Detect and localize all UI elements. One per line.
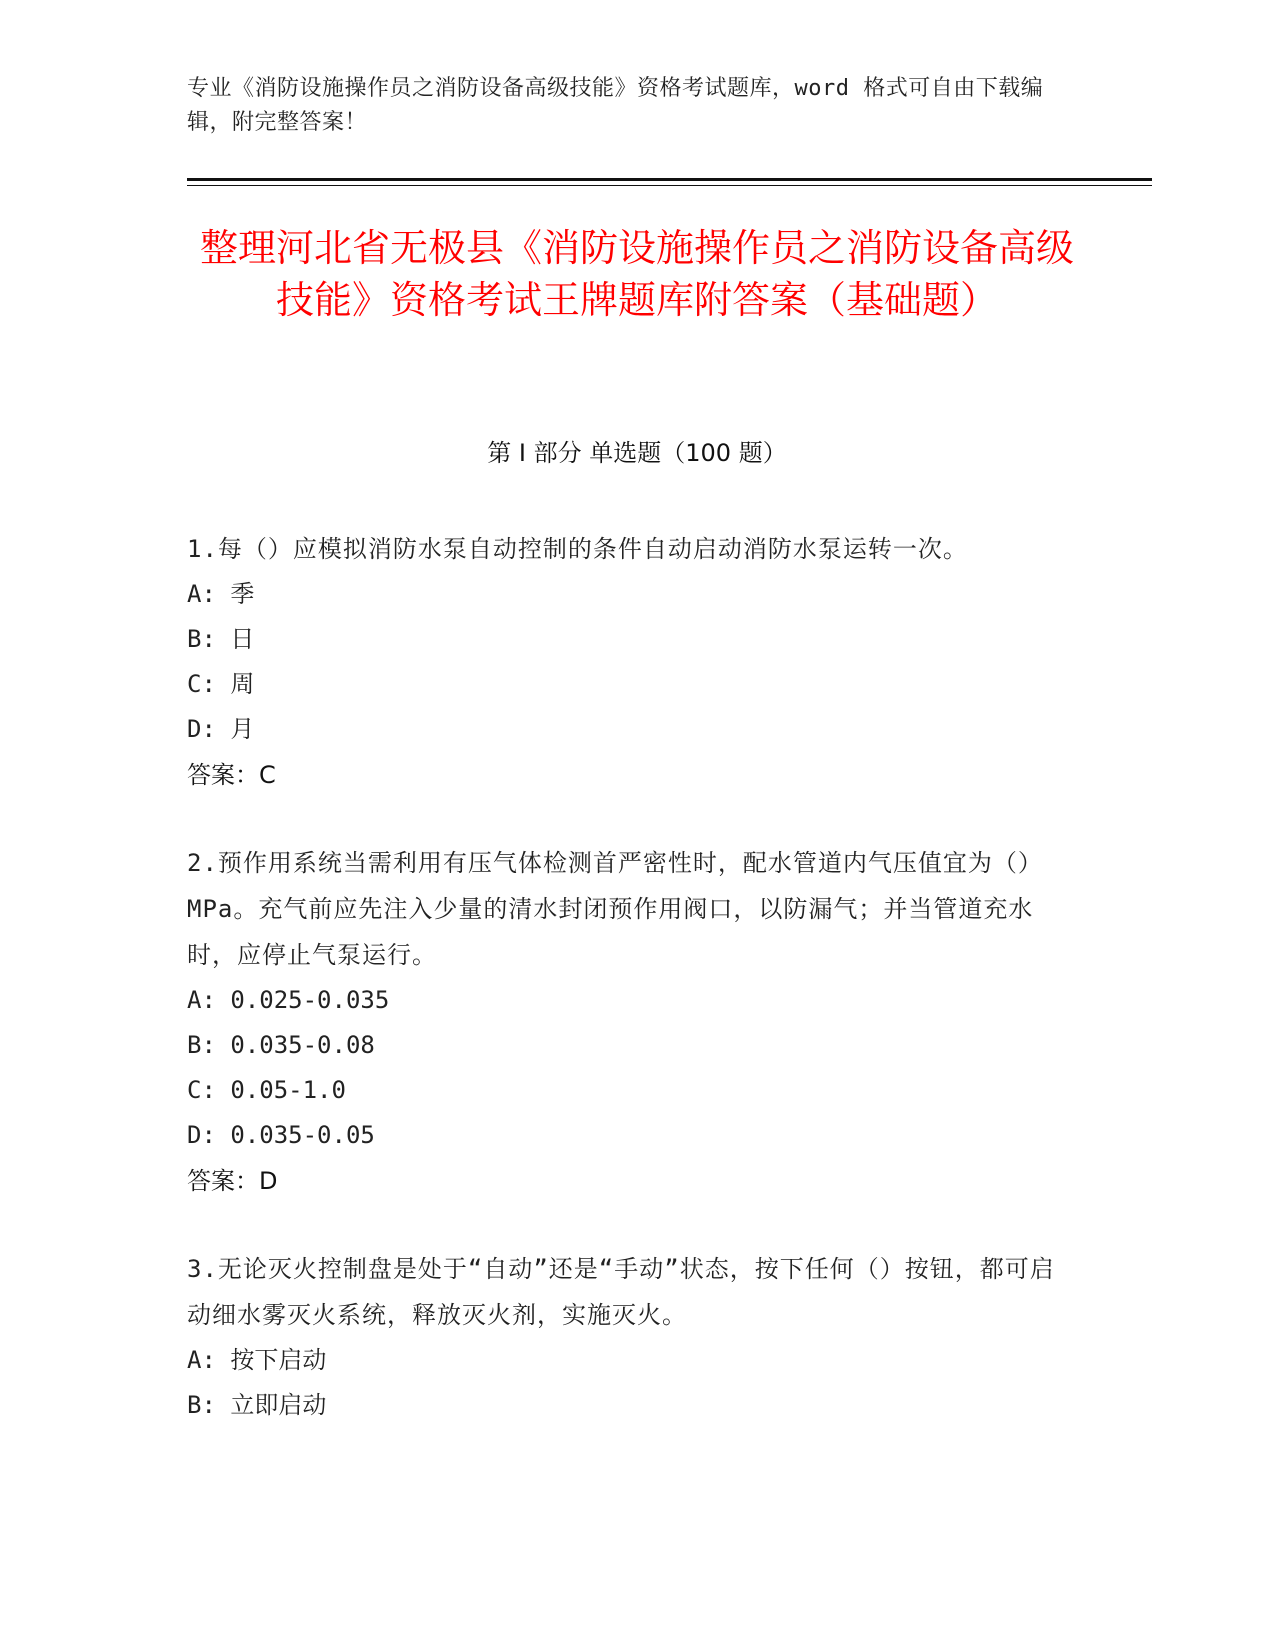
question-stem: 2.预作用系统当需利用有压气体检测首严密性时，配水管道内气压值宜为（）MPa。充气前应先注入少量的清水封闭预作用阀口，以防漏气；并当管道充水时，应停止气泵运行。 [187, 849, 1043, 969]
answer-line: 答案：C [187, 761, 276, 789]
header-divider-thick [187, 178, 1152, 181]
section-heading: 第 I 部分 单选题（100 题） [487, 439, 787, 467]
question-list [187, 526, 1067, 1470]
document-title: 整理河北省无极县《消防设施操作员之消防设备高级技能》资格考试王牌题库附答案（基础题） [199, 226, 1074, 322]
option-a: A: 季 [187, 580, 255, 608]
option-a: A: 0.025-0.035 [187, 986, 390, 1014]
option-b: B: 日 [187, 625, 255, 653]
header-note: 专业《消防设施操作员之消防设备高级技能》资格考试题库，word 格式可自由下载编辑，附完整答案！ [187, 76, 1044, 135]
option-d: D: 月 [187, 715, 255, 743]
option-b: B: 0.035-0.08 [187, 1031, 375, 1059]
question-stem: 3.无论灭火控制盘是处于“自动”还是“手动”状态，按下任何（）按钮，都可启动细水雾灭火系统，释放灭火剂，实施灭火。 [187, 1255, 1055, 1329]
header-divider-thin [187, 185, 1152, 186]
option-c: C: 周 [187, 670, 255, 698]
option-b: B: 立即启动 [187, 1391, 327, 1419]
question-2 [187, 840, 1067, 1204]
option-c: C: 0.05-1.0 [187, 1076, 346, 1104]
question-3 [187, 1246, 1067, 1428]
question-stem: 1.每（）应模拟消防水泵自动控制的条件自动启动消防水泵运转一次。 [187, 535, 968, 563]
answer-line: 答案：D [187, 1167, 278, 1195]
option-a: A: 按下启动 [187, 1346, 327, 1374]
question-1 [187, 526, 1067, 798]
option-d: D: 0.035-0.05 [187, 1121, 375, 1149]
